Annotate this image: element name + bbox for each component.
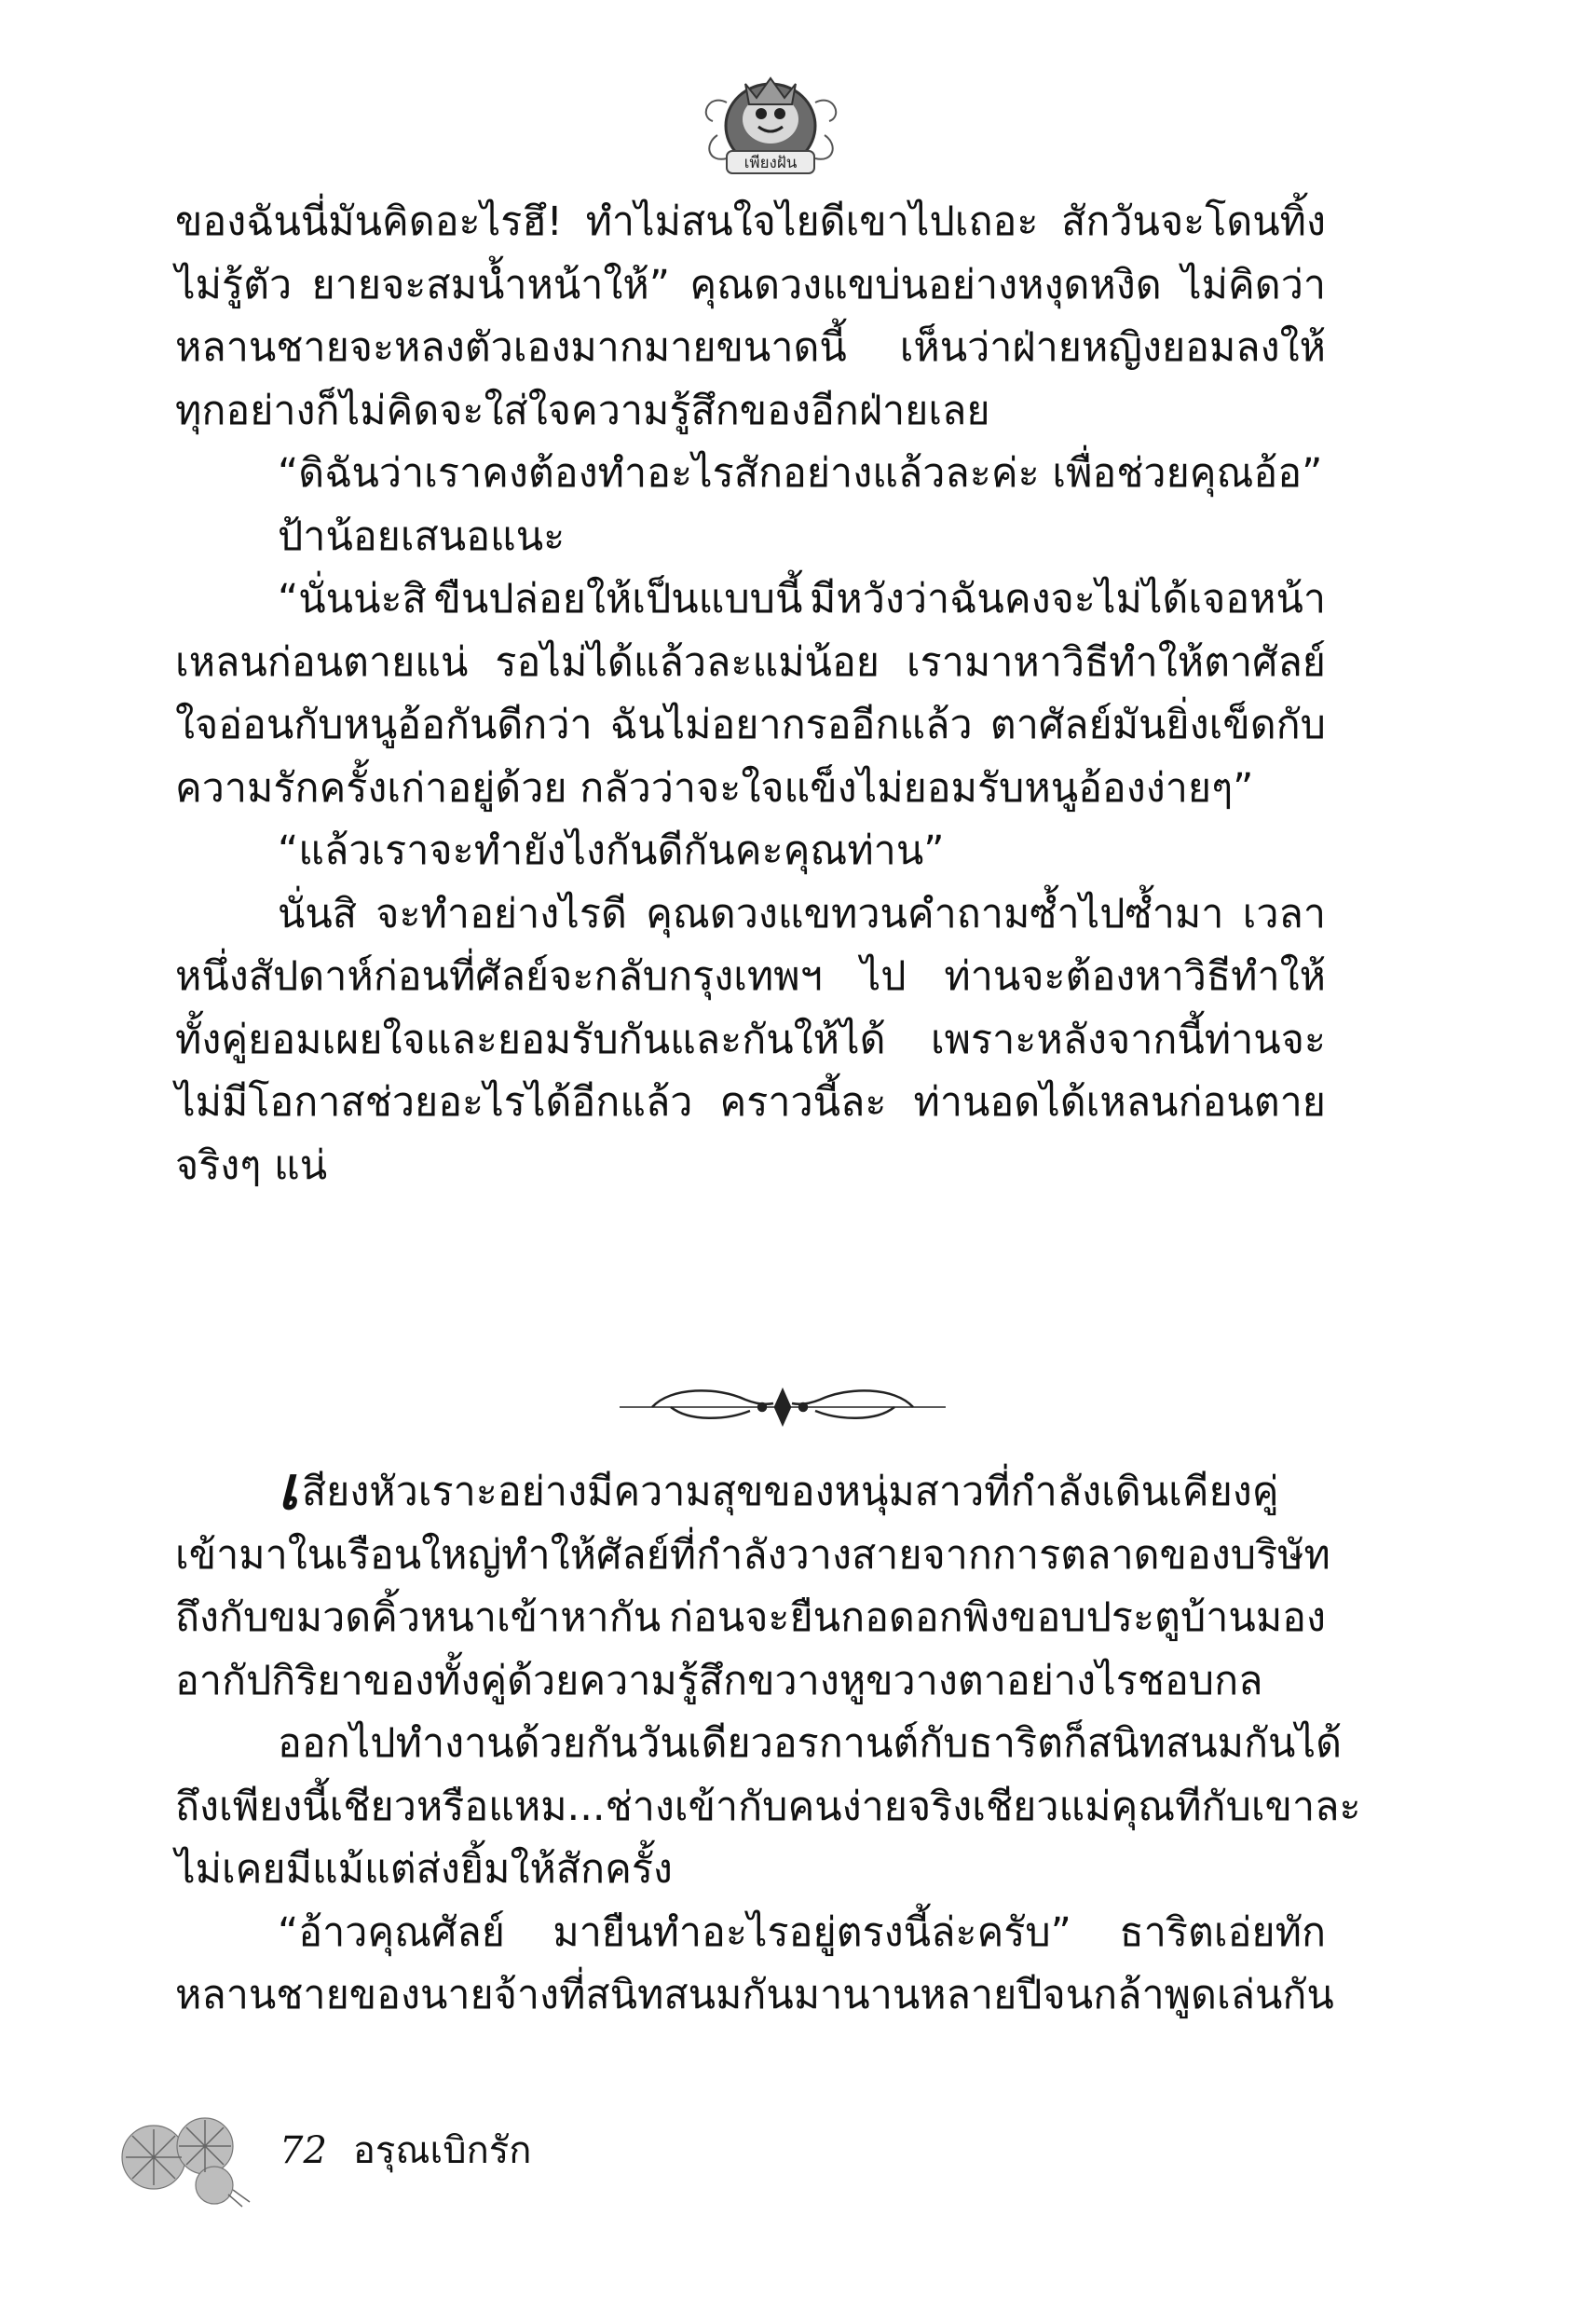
text-line: ป้าน้อยเสนอแนะ xyxy=(278,513,566,560)
text-line: ทุกอย่างก็ไม่คิดจะใส่ใจความรู้สึกของอีกฝ่ายเลย xyxy=(175,387,990,434)
text-line: เหลนก่อนตายแน่ รอไม่ได้แล้วละแม่น้อย เรามาหาวิธีทำให้ตาศัลย์ xyxy=(175,638,1326,686)
ornamental-divider-icon xyxy=(615,1379,950,1435)
text-line: “อ้าวคุณศัลย์ มายืนทำอะไรอยู่ตรงนี้ล่ะครับ” ธาริตเอ่ยทัก xyxy=(278,1908,1326,1956)
chrysanthemum-flower-icon xyxy=(112,2101,252,2208)
text-line-dropcap xyxy=(175,1455,1326,1525)
text-line: ใจอ่อนกับหนูอ้อกันดีกว่า ฉันไม่อยากรออีกแล้ว ตาศัลย์มันยิ่งเข็ดกับ xyxy=(175,702,1326,748)
text-line: จริงๆ แน่ xyxy=(175,1142,328,1189)
book-title: อรุณเบิกรัก xyxy=(352,2129,532,2172)
text-line: หลานชายของนายจ้าง ที่สนิทสนมกันมานานหลายปีจนกล้าพูดเล่นกัน xyxy=(175,1972,1334,2018)
text-line: ถึงกับขมวดคิ้วหนาเข้าหากัน ก่อนจะยืนกอดอกพิงขอบประตูบ้านมอง xyxy=(175,1594,1326,1641)
text-line: นั่นสิ จะทำอย่างไรดี คุณดวงแขทวนคำถามซ้ำไปซ้ำมา เวลา xyxy=(278,890,1326,937)
text-line: ไม่มีโอกาสช่วยอะไรได้อีกแล้ว คราวนี้ละ ท่านอดได้เหลนก่อนตาย xyxy=(175,1079,1326,1126)
page-number: 72 xyxy=(280,2129,327,2172)
text-line: เข้ามาในเรือนใหญ่ทำให้ศัลย์ที่กำลังวางสายจากการตลาดของบริษัท xyxy=(175,1531,1330,1579)
text-line: ไม่รู้ตัว ยายจะสมน้ำหน้าให้” คุณดวงแขบ่นอย่างหงุดหงิด ไม่คิดว่า xyxy=(175,261,1326,308)
text-line: “ดิฉันว่าเราคงต้องทำอะไรสักอย่างแล้วละค่ะ เพื่อช่วยคุณอ้อ” xyxy=(278,450,1323,497)
text-line: ถึงเพียงนี้เชียวหรือ แหม...ช่างเข้ากับคนง่ายจริงเชียวแม่คุณ ทีกับเขาละ xyxy=(175,1783,1361,1830)
text-block-top xyxy=(175,191,1326,1197)
text-block-bottom xyxy=(175,1455,1361,2028)
drop-cap: เ xyxy=(278,1455,298,1524)
text-line: “นั่นน่ะสิ ขืนปล่อยให้เป็นแบบนี้ มีหวังว่าฉันคงจะไม่ได้เจอหน้า xyxy=(278,576,1326,622)
text-line: ของฉันนี่มันคิดอะไรฮึ! ทำไม่สนใจไยดีเขาไปเถอะ สักวันจะโดนทิ้ง xyxy=(175,198,1326,245)
text-line: หนึ่งสัปดาห์ก่อนที่ศัลย์จะกลับกรุงเทพฯ ไป ท่านจะต้องหาวิธีทำให้ xyxy=(175,953,1326,1000)
text-line: อากัปกิริยาของทั้งคู่ด้วยความรู้สึกขวางหูขวางตาอย่างไรชอบกล xyxy=(175,1657,1263,1704)
text-line: สียงหัวเราะอย่างมีความสุขของหนุ่มสาวที่กำลังเดินเคียงคู่ xyxy=(301,1469,1279,1515)
text-line: ความรักครั้งเก่าอยู่ด้วย กลัวว่าจะใจแข็งไม่ยอมรับหนูอ้องง่ายๆ” xyxy=(175,764,1254,812)
text-line: ทั้งคู่ยอมเผยใจและยอมรับกันและกันให้ได้ เพราะหลังจากนี้ท่านจะ xyxy=(175,1016,1326,1063)
text-line: ออกไปทำงานด้วยกันวันเดียว อรกานต์กับธาริตก็สนิทสนมกันได้ xyxy=(278,1720,1342,1767)
cartoon-emblem-icon xyxy=(689,65,853,186)
page-footer xyxy=(280,2120,532,2180)
text-line: ไม่เคยมีแม้แต่ส่งยิ้มให้สักครั้ง xyxy=(175,1846,673,1893)
emblem-text: เพียงฝัน xyxy=(743,154,798,172)
text-line: “แล้วเราจะทำยังไงกันดีกันคะคุณท่าน” xyxy=(278,827,945,874)
text-line: หลานชายจะหลงตัวเองมากมายขนาดนี้ เห็นว่าฝ่ายหญิงยอมลงให้ xyxy=(175,324,1326,371)
